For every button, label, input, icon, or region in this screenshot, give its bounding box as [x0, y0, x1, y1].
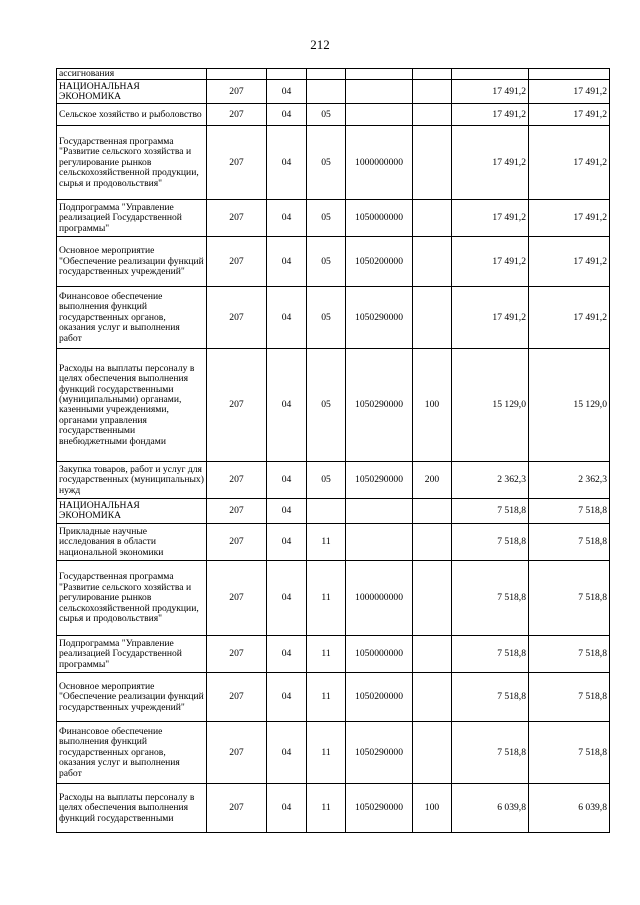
- row-amount-year2-cell: 17 491,2: [529, 126, 610, 200]
- row-amount-year1-cell: 17 491,2: [452, 287, 529, 349]
- row-amount-year2-cell: 7 518,8: [529, 499, 610, 524]
- row-amount-year2-cell: 17 491,2: [529, 237, 610, 287]
- row-pr-cell: 05: [307, 349, 346, 462]
- row-pr-cell: 05: [307, 462, 346, 499]
- table-row: [57, 104, 610, 126]
- row-name-cell: НАЦИОНАЛЬНАЯ ЭКОНОМИКА: [57, 80, 207, 104]
- row-ved-cell: 207: [207, 349, 267, 462]
- table-row: [57, 636, 610, 673]
- row-pr-cell: 11: [307, 636, 346, 673]
- row-amount-year2-cell: [529, 69, 610, 80]
- row-name-cell: Расходы на выплаты персоналу в целях обеспечения выполнения функций государственными (муниципальными) органами, казенными учреждениями, органами управления государственными внебюджетными фондами: [57, 349, 207, 462]
- row-ved-cell: 207: [207, 104, 267, 126]
- row-amount-year2-cell: 17 491,2: [529, 104, 610, 126]
- row-amount-year1-cell: 7 518,8: [452, 561, 529, 636]
- row-ved-cell: 207: [207, 237, 267, 287]
- row-csr-cell: 1050290000: [346, 462, 413, 499]
- row-name-cell: Расходы на выплаты персоналу в целях обеспечения выполнения функций государственными: [57, 784, 207, 833]
- row-vr-cell: [413, 524, 452, 561]
- row-name-cell: Сельское хозяйство и рыболовство: [57, 104, 207, 126]
- table-row: [57, 237, 610, 287]
- row-ved-cell: 207: [207, 636, 267, 673]
- row-csr-cell: 1050290000: [346, 722, 413, 784]
- row-pr-cell: 05: [307, 126, 346, 200]
- row-pr-cell: 05: [307, 287, 346, 349]
- row-csr-cell: [346, 69, 413, 80]
- row-amount-year1-cell: 15 129,0: [452, 349, 529, 462]
- row-name-cell: Основное мероприятие "Обеспечение реализации функций государственных учреждений": [57, 237, 207, 287]
- row-ved-cell: 207: [207, 200, 267, 237]
- row-rz-cell: 04: [267, 673, 307, 722]
- table-row: [57, 784, 610, 833]
- row-pr-cell: 11: [307, 784, 346, 833]
- row-pr-cell: 05: [307, 200, 346, 237]
- row-csr-cell: [346, 524, 413, 561]
- row-rz-cell: 04: [267, 722, 307, 784]
- row-pr-cell: 11: [307, 722, 346, 784]
- row-name-cell: Государственная программа "Развитие сельского хозяйства и регулирование рынков сельскохозяйственной продукции, сырья и продовольствия": [57, 126, 207, 200]
- table-row: [57, 561, 610, 636]
- row-vr-cell: [413, 80, 452, 104]
- row-name-cell: Государственная программа "Развитие сельского хозяйства и регулирование рынков сельскохозяйственной продукции, сырья и продовольствия": [57, 561, 207, 636]
- table-row: [57, 349, 610, 462]
- row-vr-cell: 100: [413, 784, 452, 833]
- row-csr-cell: 1000000000: [346, 126, 413, 200]
- row-amount-year1-cell: 2 362,3: [452, 462, 529, 499]
- row-ved-cell: 207: [207, 722, 267, 784]
- table-row: [57, 499, 610, 524]
- row-vr-cell: [413, 237, 452, 287]
- row-rz-cell: 04: [267, 499, 307, 524]
- row-ved-cell: 207: [207, 499, 267, 524]
- page-number: 212: [310, 37, 330, 52]
- row-ved-cell: 207: [207, 561, 267, 636]
- row-amount-year2-cell: 15 129,0: [529, 349, 610, 462]
- row-rz-cell: 04: [267, 636, 307, 673]
- row-rz-cell: [267, 69, 307, 80]
- row-name-cell: Подпрограмма "Управление реализацией Государственной программы": [57, 636, 207, 673]
- row-amount-year1-cell: 17 491,2: [452, 80, 529, 104]
- row-amount-year1-cell: 17 491,2: [452, 104, 529, 126]
- table-row: [57, 524, 610, 561]
- row-name-cell: ассигнования: [57, 69, 207, 80]
- row-ved-cell: [207, 69, 267, 80]
- table-row: [57, 80, 610, 104]
- row-pr-cell: [307, 499, 346, 524]
- row-amount-year2-cell: 7 518,8: [529, 722, 610, 784]
- row-amount-year1-cell: 7 518,8: [452, 673, 529, 722]
- row-name-cell: Прикладные научные исследования в области национальной экономики: [57, 524, 207, 561]
- row-amount-year1-cell: 7 518,8: [452, 722, 529, 784]
- row-csr-cell: [346, 104, 413, 126]
- row-rz-cell: 04: [267, 287, 307, 349]
- row-csr-cell: 1050000000: [346, 636, 413, 673]
- row-amount-year2-cell: 17 491,2: [529, 287, 610, 349]
- row-rz-cell: 04: [267, 237, 307, 287]
- row-pr-cell: 11: [307, 524, 346, 561]
- row-vr-cell: 100: [413, 349, 452, 462]
- row-vr-cell: [413, 104, 452, 126]
- row-rz-cell: 04: [267, 200, 307, 237]
- row-ved-cell: 207: [207, 784, 267, 833]
- row-pr-cell: 11: [307, 673, 346, 722]
- row-amount-year2-cell: 17 491,2: [529, 200, 610, 237]
- row-csr-cell: 1050200000: [346, 237, 413, 287]
- row-csr-cell: 1050290000: [346, 287, 413, 349]
- row-rz-cell: 04: [267, 524, 307, 561]
- row-amount-year1-cell: 17 491,2: [452, 237, 529, 287]
- row-rz-cell: 04: [267, 104, 307, 126]
- table-row: [57, 287, 610, 349]
- row-rz-cell: 04: [267, 784, 307, 833]
- row-amount-year2-cell: 7 518,8: [529, 561, 610, 636]
- row-csr-cell: 1050200000: [346, 673, 413, 722]
- table-row: [57, 126, 610, 200]
- row-pr-cell: [307, 69, 346, 80]
- row-name-cell: НАЦИОНАЛЬНАЯ ЭКОНОМИКА: [57, 499, 207, 524]
- row-vr-cell: [413, 69, 452, 80]
- row-rz-cell: 04: [267, 462, 307, 499]
- row-amount-year1-cell: 6 039,8: [452, 784, 529, 833]
- row-vr-cell: [413, 200, 452, 237]
- table-row: [57, 462, 610, 499]
- row-vr-cell: [413, 673, 452, 722]
- row-amount-year2-cell: 7 518,8: [529, 524, 610, 561]
- row-amount-year1-cell: 17 491,2: [452, 126, 529, 200]
- row-amount-year2-cell: 6 039,8: [529, 784, 610, 833]
- table-row: [57, 200, 610, 237]
- row-pr-cell: 05: [307, 104, 346, 126]
- row-csr-cell: 1000000000: [346, 561, 413, 636]
- table-row: [57, 722, 610, 784]
- row-pr-cell: 05: [307, 237, 346, 287]
- row-csr-cell: 1050290000: [346, 784, 413, 833]
- row-vr-cell: [413, 561, 452, 636]
- row-ved-cell: 207: [207, 287, 267, 349]
- row-csr-cell: [346, 499, 413, 524]
- row-amount-year1-cell: [452, 69, 529, 80]
- row-csr-cell: [346, 80, 413, 104]
- row-pr-cell: [307, 80, 346, 104]
- row-vr-cell: [413, 499, 452, 524]
- row-vr-cell: 200: [413, 462, 452, 499]
- row-name-cell: Закупка товаров, работ и услуг для государственных (муниципальных) нужд: [57, 462, 207, 499]
- row-rz-cell: 04: [267, 126, 307, 200]
- row-amount-year2-cell: 7 518,8: [529, 636, 610, 673]
- row-amount-year2-cell: 2 362,3: [529, 462, 610, 499]
- row-rz-cell: 04: [267, 561, 307, 636]
- row-vr-cell: [413, 287, 452, 349]
- row-name-cell: Финансовое обеспечение выполнения функций государственных органов, оказания услуг и выполнения работ: [57, 287, 207, 349]
- row-ved-cell: 207: [207, 80, 267, 104]
- budget-table: [56, 68, 610, 833]
- row-ved-cell: 207: [207, 126, 267, 200]
- row-rz-cell: 04: [267, 80, 307, 104]
- row-vr-cell: [413, 126, 452, 200]
- row-rz-cell: 04: [267, 349, 307, 462]
- row-amount-year2-cell: 17 491,2: [529, 80, 610, 104]
- row-name-cell: Подпрограмма "Управление реализацией Государственной программы": [57, 200, 207, 237]
- row-amount-year1-cell: 7 518,8: [452, 524, 529, 561]
- row-vr-cell: [413, 636, 452, 673]
- row-csr-cell: 1050290000: [346, 349, 413, 462]
- row-ved-cell: 207: [207, 673, 267, 722]
- row-csr-cell: 1050000000: [346, 200, 413, 237]
- row-pr-cell: 11: [307, 561, 346, 636]
- row-ved-cell: 207: [207, 524, 267, 561]
- row-amount-year1-cell: 7 518,8: [452, 499, 529, 524]
- row-amount-year2-cell: 7 518,8: [529, 673, 610, 722]
- row-name-cell: Основное мероприятие "Обеспечение реализации функций государственных учреждений": [57, 673, 207, 722]
- table-row: [57, 69, 610, 80]
- row-vr-cell: [413, 722, 452, 784]
- table-row: [57, 673, 610, 722]
- row-amount-year1-cell: 7 518,8: [452, 636, 529, 673]
- row-name-cell: Финансовое обеспечение выполнения функций государственных органов, оказания услуг и выполнения работ: [57, 722, 207, 784]
- row-ved-cell: 207: [207, 462, 267, 499]
- row-amount-year1-cell: 17 491,2: [452, 200, 529, 237]
